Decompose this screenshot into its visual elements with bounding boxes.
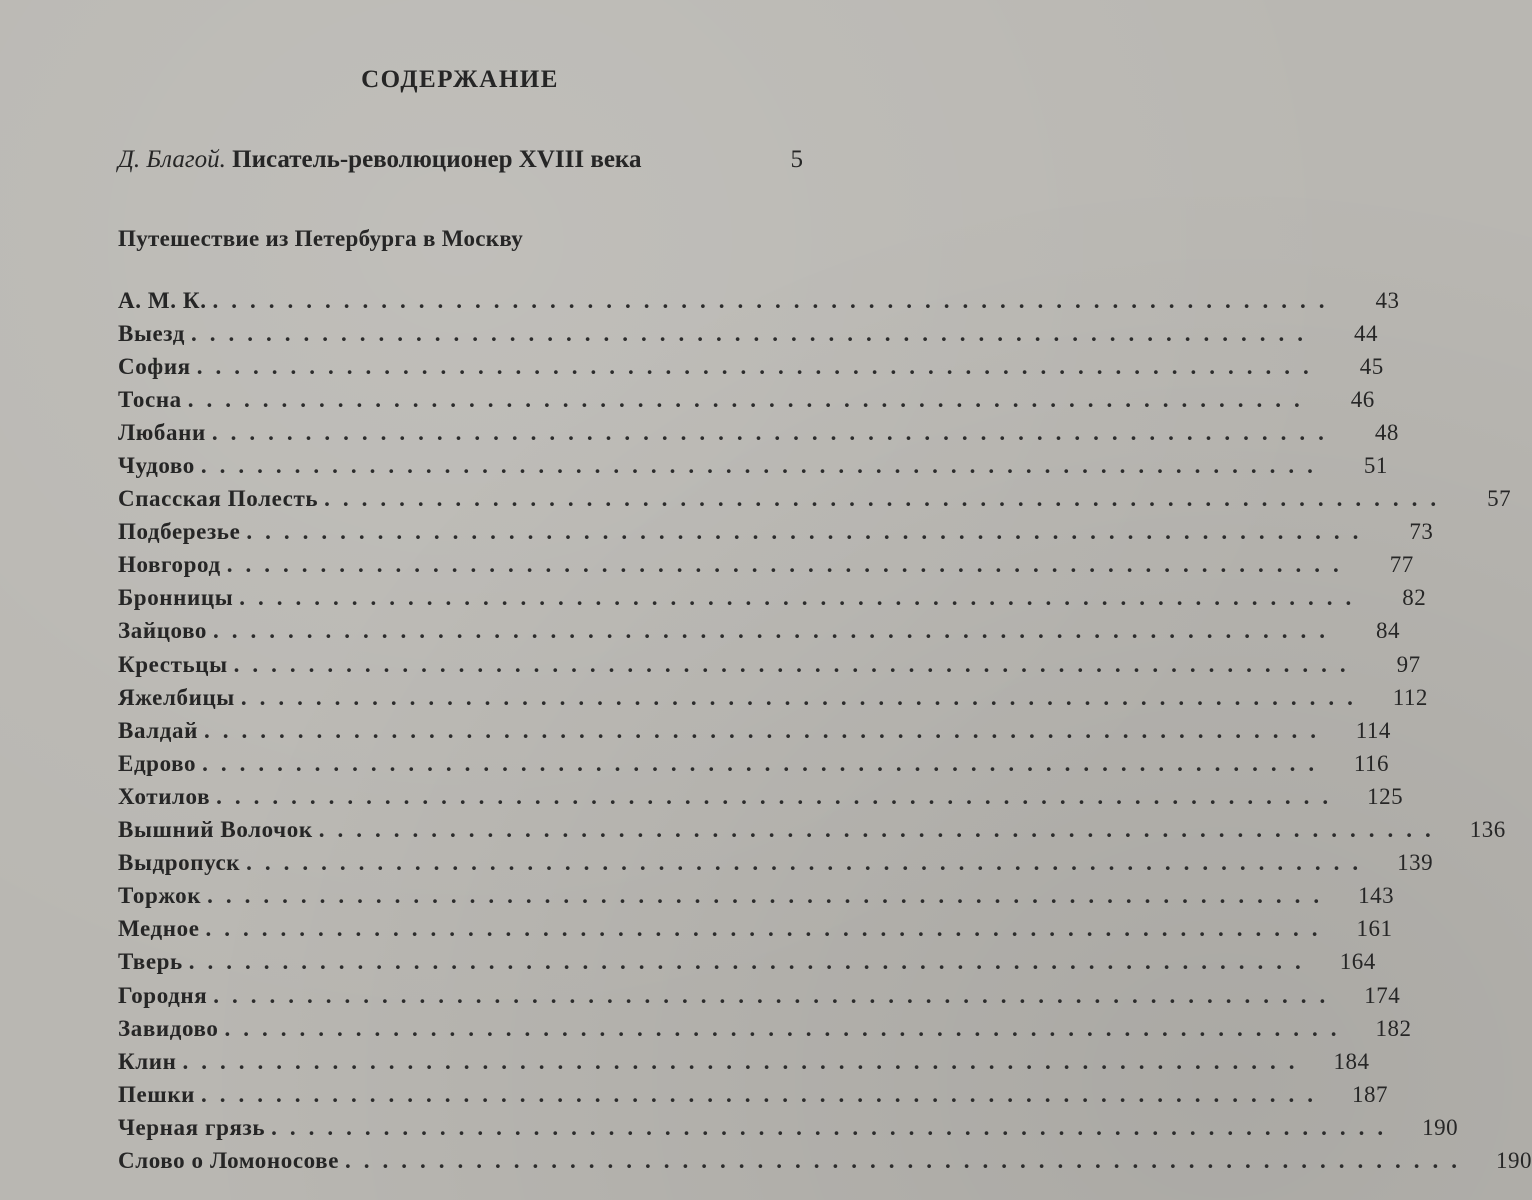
toc-dot-leader: ............................................................: [240, 684, 1366, 710]
toc-entry: [118, 1045, 1370, 1078]
toc-dot-leader: ............................................................: [190, 320, 1316, 346]
toc-entry-title: Завидово: [118, 1015, 219, 1041]
toc-entry-title: Выдропуск: [118, 850, 241, 876]
toc-entry-page-number: 139: [1397, 850, 1434, 876]
toc-entry: [118, 747, 1390, 780]
toc-entry-title: Спасская Полесть: [118, 486, 319, 512]
toc-entry: [118, 1078, 1389, 1111]
toc-entry-page-number: 44: [1353, 320, 1378, 346]
toc-dot-leader: ............................................................: [226, 552, 1352, 578]
toc-entry: [118, 847, 1434, 880]
toc-dot-leader: ............................................................: [318, 817, 1444, 843]
toc-entry-title: Бронницы: [118, 585, 234, 611]
toc-dot-leader: ............................................................: [324, 486, 1450, 512]
toc-entry: [118, 615, 1401, 648]
toc-entry-title: Крестьцы: [118, 651, 228, 677]
toc-entry-page-number: 143: [1358, 883, 1395, 909]
toc-entry-title: Пешки: [118, 1081, 196, 1107]
toc-entry-page-number: 184: [1333, 1048, 1370, 1074]
toc-entry-title: Слово о Ломоносове: [118, 1147, 340, 1173]
toc-entry: [118, 880, 1395, 913]
toc-entry: [118, 582, 1427, 615]
toc-entry-page-number: 190: [1496, 1147, 1532, 1173]
toc-entry: [118, 449, 1388, 482]
toc-dot-leader: ............................................................: [203, 717, 1329, 743]
toc-entry: [118, 416, 1399, 449]
toc-entry-title: Медное: [118, 916, 200, 942]
toc-entry-page-number: 187: [1352, 1081, 1389, 1107]
toc-dot-leader: ............................................................: [188, 949, 1314, 975]
toc-entry-page-number: 114: [1355, 717, 1391, 743]
toc-dot-leader: ............................................................: [182, 1048, 1308, 1074]
toc-entry: [118, 946, 1376, 979]
toc-dot-leader: ............................................................: [345, 1147, 1471, 1173]
toc-entry-title: Черная грязь: [118, 1114, 266, 1140]
toc-entry-page-number: 45: [1359, 353, 1384, 379]
toc-entry-page-number: 190: [1422, 1114, 1459, 1140]
toc-entry-page-number: 84: [1376, 618, 1401, 644]
toc-entry-title: Чудово: [118, 453, 195, 479]
toc-entry-page-number: 73: [1409, 519, 1434, 545]
toc-entry: [118, 284, 1400, 317]
toc-entry-title: Яжелбицы: [118, 684, 235, 710]
toc-dot-leader: ............................................................: [246, 519, 1372, 545]
toc-entry-page-number: 57: [1487, 486, 1512, 512]
toc-entry: [118, 681, 1428, 714]
toc-dot-leader: ............................................................: [200, 453, 1326, 479]
toc-entry-page-number: 51: [1363, 453, 1388, 479]
toc-entry-page-number: 112: [1392, 684, 1428, 710]
toc-entry-title: Любани: [118, 419, 206, 445]
toc-entry-title: Едрово: [118, 750, 197, 776]
toc-entry: [118, 780, 1404, 813]
toc-dot-leader: ............................................................: [201, 1081, 1327, 1107]
toc-dot-leader: ............................................................: [216, 783, 1342, 809]
toc-entry-title: Хотилов: [118, 783, 211, 809]
toc-entry-page-number: 136: [1469, 817, 1506, 843]
toc-entry: [118, 979, 1401, 1012]
page-heading: СОДЕРЖАНИЕ: [361, 66, 559, 93]
toc-dot-leader: ............................................................: [187, 386, 1313, 412]
toc-dot-leader: ............................................................: [207, 883, 1333, 909]
toc-dot-leader: ............................................................: [196, 353, 1322, 379]
toc-entry: [118, 714, 1391, 747]
toc-entry-title: Вышний Волочок: [118, 817, 313, 843]
toc-dot-leader: ............................................................: [202, 750, 1328, 776]
toc-entry: [118, 317, 1378, 350]
toc-entry-title: Новгород: [118, 552, 221, 578]
toc-entry-title: А. М. К.: [118, 287, 207, 313]
toc-entry: [118, 549, 1414, 582]
toc-entry: [118, 516, 1434, 549]
toc-dot-leader: ............................................................: [233, 651, 1359, 677]
toc-entry: [118, 483, 1512, 516]
toc-dot-leader: ............................................................: [212, 287, 1338, 313]
toc-entry: [118, 648, 1421, 681]
toc-entry-title: Выезд: [118, 320, 185, 346]
toc-dot-leader: ............................................................: [213, 618, 1339, 644]
toc-list: [118, 284, 1532, 1178]
toc-entry-page-number: 46: [1350, 386, 1375, 412]
toc-entry: [118, 913, 1393, 946]
preface-author: Д. Благой.: [118, 146, 226, 173]
toc-dot-leader: ............................................................: [211, 419, 1337, 445]
toc-dot-leader: ............................................................: [213, 982, 1339, 1008]
toc-entry-page-number: 116: [1353, 750, 1390, 776]
toc-entry: [118, 1012, 1412, 1045]
toc-entry-title: Тосна: [118, 386, 182, 412]
toc-entry-title: Тверь: [118, 949, 183, 975]
toc-entry-page-number: 77: [1389, 552, 1414, 578]
section-title: Путешествие из Петербурга в Москву: [118, 226, 524, 251]
preface-entry: [118, 146, 803, 174]
toc-entry-page-number: 164: [1339, 949, 1376, 975]
preface-page-number: 5: [790, 146, 803, 173]
toc-dot-leader: ............................................................: [239, 585, 1365, 611]
toc-entry: [118, 1111, 1459, 1144]
toc-entry-title: София: [118, 353, 191, 379]
preface-text: [118, 146, 641, 174]
toc-entry: [118, 383, 1375, 416]
toc-entry-title: Клин: [118, 1048, 177, 1074]
toc-dot-leader: ............................................................: [271, 1114, 1397, 1140]
toc-entry-page-number: 182: [1375, 1015, 1412, 1041]
toc-dot-leader: ............................................................: [224, 1015, 1350, 1041]
toc-entry-page-number: 97: [1396, 651, 1421, 677]
toc-entry-title: Подберезье: [118, 519, 241, 545]
preface-title: Писатель-революционер XVIII века: [232, 146, 642, 173]
toc-entry: [118, 350, 1384, 383]
toc-entry-title: Торжок: [118, 883, 202, 909]
toc-entry: [118, 1144, 1532, 1177]
toc-dot-leader: ............................................................: [205, 916, 1331, 942]
toc-entry-page-number: 161: [1356, 916, 1393, 942]
toc-entry-title: Зайцово: [118, 618, 208, 644]
toc-entry-title: Городня: [118, 982, 208, 1008]
toc-dot-leader: ............................................................: [246, 850, 1372, 876]
toc-entry-title: Валдай: [118, 717, 198, 743]
toc-entry-page-number: 125: [1367, 783, 1404, 809]
toc-entry: [118, 814, 1506, 847]
toc-entry-page-number: 82: [1402, 585, 1427, 611]
toc-entry-page-number: 174: [1364, 982, 1401, 1008]
toc-entry-page-number: 48: [1374, 419, 1399, 445]
toc-entry-page-number: 43: [1375, 287, 1400, 313]
